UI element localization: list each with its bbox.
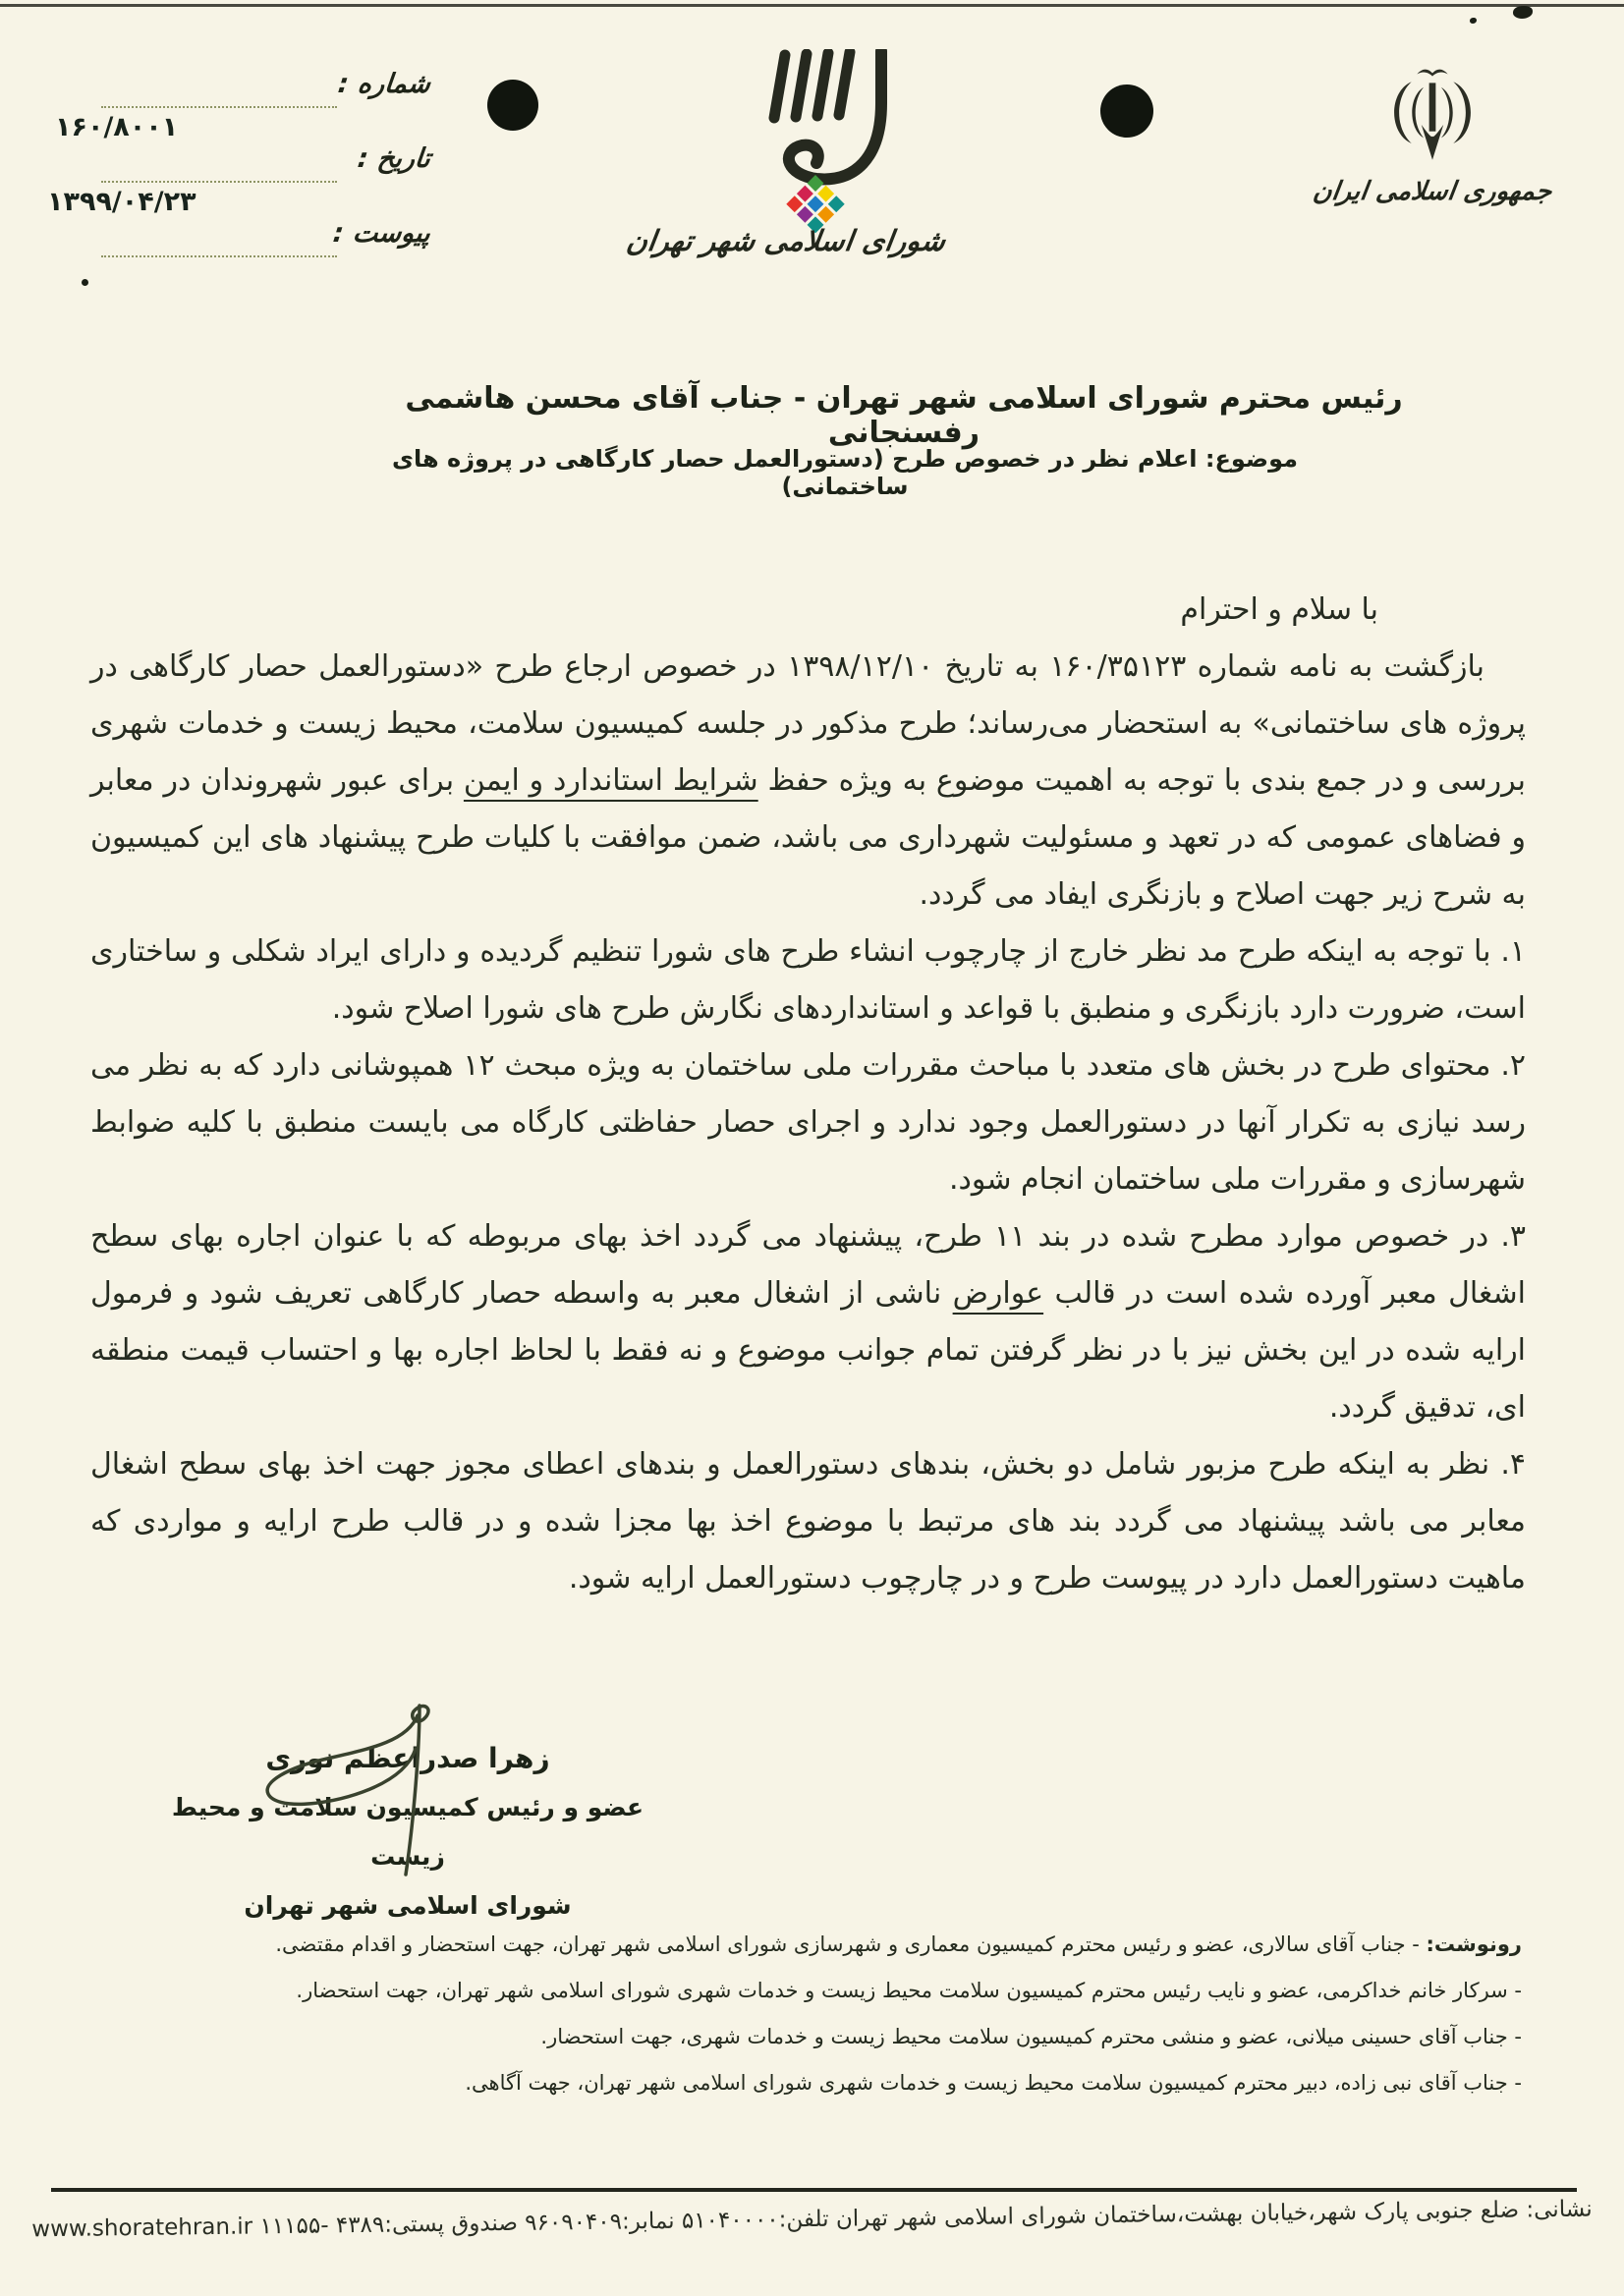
ref-date-value: ۱۳۹۹/۰۴/۲۳ xyxy=(47,187,196,217)
item-1-paragraph: ۱. با توجه به اینکه طرح مد نظر خارج از چارچوب انشاء طرح های شورا تنظیم گردیده و دارای ایراد شکلی و ساختاری است، ضرورت دارد بازنگری و منطبق با قواعد و استانداردهای نگارش طرح های شورا اصلاح شود. xyxy=(90,934,1526,1026)
recipient-line: رئیس محترم شورای اسلامی شهر تهران - جناب آقای محسن هاشمی رفسنجانی xyxy=(405,381,1403,450)
council-logo xyxy=(604,49,968,295)
footer-address: نشانی: ضلع جنوبی پارک شهر،خیابان بهشت،ساختمان شورای اسلامی شهر تهران تلفن:۵۱۰۴۰۰۰۰ نمابر:۹۶۰۹۰۴۰۹ صندوق پستی:۴۳۸۹ -۱۱۱۵۵ www.shoratehran.ir xyxy=(31,2196,1593,2243)
iran-emblem-icon xyxy=(1374,61,1490,171)
republic-title: جمهوری اسلامی ایران xyxy=(1311,177,1554,206)
ink-dot xyxy=(82,279,88,286)
item-4-paragraph: ۴. نظر به اینکه طرح مزبور شامل دو بخش، بندهای دستورالعمل و بندهای اعطای مجوز جهت اخذ بهای سطح اشغال معابر می باشد پیشنهاد می گردد بند های مرتبط با موضوع اخذ بها مجزا شده و در قالب طرح ارایه و مواردی که ماهیت دستورالعمل دارد در پیوست طرح و در چارچوب دستورالعمل ارایه شود. xyxy=(90,1447,1526,1596)
ref-attachment-label: پیوست : xyxy=(331,218,432,249)
signer-title-line1: عضو و رئیس کمیسیون سلامت و محیط زیست xyxy=(171,1793,644,1871)
intro-text: بازگشت به نامه شماره ۱۶۰/۳۵۱۲۳ به تاریخ ۱۳۹۸/۱۲/۱۰ در خصوص ارجاع طرح «دستورالعمل حصار کارگاهی در پروژه های ساختمانی» به استحضار می‌رساند؛ طرح مذکور در جلسه کمیسیون سلامت، محیط زیست و خدمات شهری بررسی و در جمع بندی با توجه به اهمیت موضوع به ویژه حفظ xyxy=(90,649,1526,798)
scan-edge-line xyxy=(0,4,1624,7)
dotted-leader xyxy=(101,181,337,183)
cc-list xyxy=(138,1922,1522,2106)
footer-rule xyxy=(51,2188,1577,2192)
intro-underlined-phrase: شرایط استاندارد و ایمن xyxy=(463,763,758,798)
punch-hole xyxy=(487,80,538,131)
dotted-leader xyxy=(101,255,337,257)
signer-title-line2: شورای اسلامی شهر تهران xyxy=(244,1891,572,1920)
ref-number-label: شماره : xyxy=(336,69,432,99)
ref-date-row xyxy=(47,143,430,216)
ink-smudge xyxy=(1513,6,1533,19)
letter-body xyxy=(90,582,1526,1607)
item-3-paragraph xyxy=(90,1208,1526,1436)
ink-smudge xyxy=(1470,18,1477,24)
council-wordmark: شورای اسلامی شهر تهران xyxy=(624,224,948,257)
cc-label: رونوشت: xyxy=(1426,1932,1522,1956)
council-logo-mark-icon xyxy=(761,49,899,241)
ref-number-row xyxy=(47,69,430,141)
cc-item: - سرکار خانم خداکرمی، عضو و نایب رئیس محترم کمیسیون سلامت محیط زیست و خدمات شهری شورای اسلامی شهر تهران، جهت استحضار. xyxy=(296,1979,1522,2002)
item-3-text: ۳. در خصوص موارد مطرح شده در بند ۱۱ طرح، پیشنهاد می گردد اخذ بهای مربوطه که با عنوان اجاره بهای سطح اشغال معبر آورده شده است در قالب xyxy=(90,1219,1526,1311)
ref-number-value: ۱۶۰/۸۰۰۱ xyxy=(55,112,179,142)
cc-item: - جناب آقای حسینی میلانی، عضو و منشی محترم کمیسیون سلامت محیط زیست و خدمات شهری، جهت استحضار. xyxy=(540,2025,1522,2048)
punch-hole xyxy=(1100,84,1153,138)
item-3-text: ناشی از اشغال معبر به واسطه حصار کارگاهی تعریف شود و فرمول ارایه شده در این بخش نیز با در نظر گرفتن تمام جوانب موضوع و نه فقط با لحاظ اجاره بها و احتساب قیمت منطقه ای، تدقیق گردد. xyxy=(90,1276,1526,1425)
dotted-leader xyxy=(101,106,337,108)
cc-item xyxy=(138,1922,1522,1968)
ref-date-label: تاریخ : xyxy=(356,143,432,174)
subject-line: موضوع: اعلام نظر در خصوص طرح (دستورالعمل حصار کارگاهی در پروژه های ساختمانی) xyxy=(392,445,1298,500)
handwritten-signature xyxy=(251,1698,457,1884)
salutation: با سلام و احترام xyxy=(1180,592,1378,627)
cc-item-text: - جناب آقای سالاری، عضو و رئیس محترم کمیسیون معماری و شهرسازی شورای اسلامی شهر تهران، جهت استحضار و اقدام مقتضی. xyxy=(275,1932,1420,1956)
national-emblem xyxy=(1300,61,1565,206)
reference-block xyxy=(47,69,430,300)
signer-name: زهرا صدراعظم نوری xyxy=(265,1742,550,1774)
ref-attachment-row xyxy=(47,218,430,291)
item-2-paragraph: ۲. محتوای طرح در بخش های متعدد با مباحث مقررات ملی ساختمان به ویژه مبحث ۱۲ همپوشانی دارد که به نظر می رسد نیازی به تکرار آنها در دستورالعمل وجود ندارد و اجرای حصار حفاظتی کارگاه می بایست منطبق با کلیه ضوابط شهرسازی و مقررات ملی ساختمان انجام شود. xyxy=(90,1048,1526,1197)
intro-paragraph xyxy=(90,639,1526,924)
cc-item: - جناب آقای نبی زاده، دبیر محترم کمیسیون سلامت محیط زیست و خدمات شهری شورای اسلامی شهر تهران، جهت آگاهی. xyxy=(465,2071,1522,2095)
intro-text: برای عبور شهروندان در معابر و فضاهای عمومی که در تعهد و مسئولیت شهرداری می باشد، ضمن موافقت با کلیات طرح پیشنهاد های این کمیسیون به شرح زیر جهت اصلاح و بازنگری ایفاد می گردد. xyxy=(90,763,1526,912)
item-3-underlined-word: عوارض xyxy=(952,1276,1044,1311)
